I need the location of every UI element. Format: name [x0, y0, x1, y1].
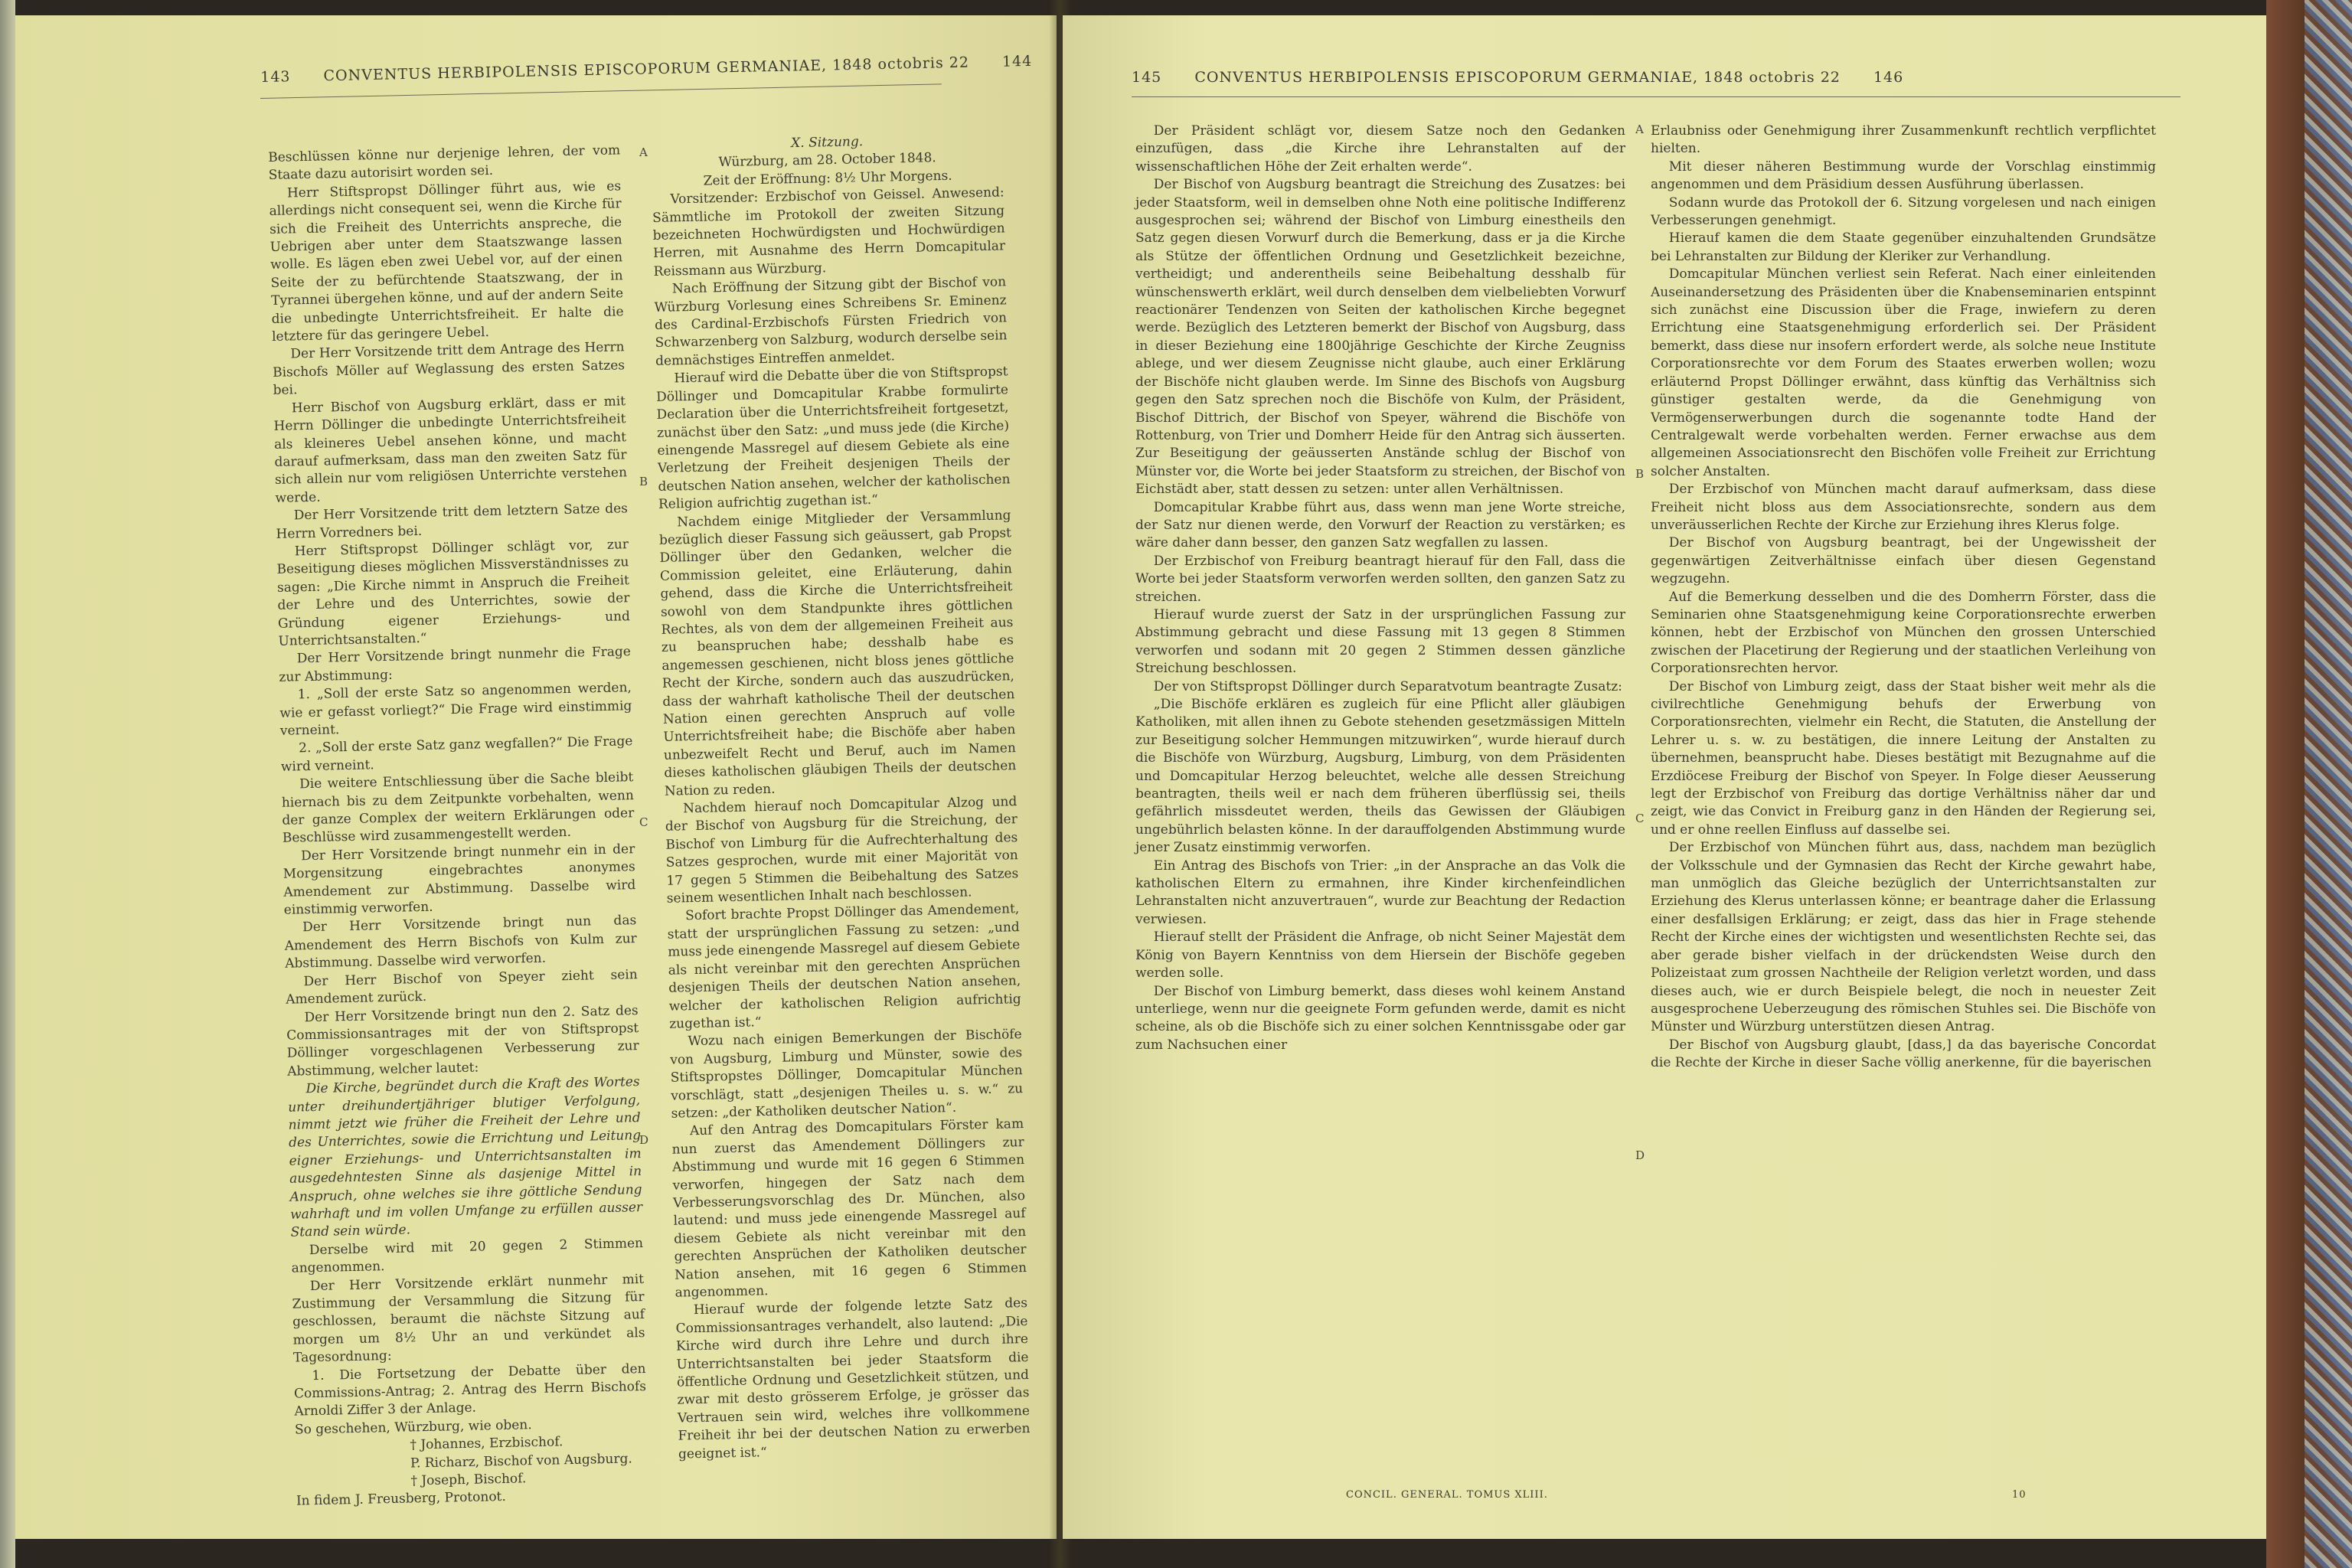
- paragraph: Hierauf wurde zuerst der Satz in der ursprünglichen Fassung zur Abstimmung gebracht und diese Fassung mit 13 gegen 8 Stimmen verworfen und sodann mit 20 gegen 2 Stimmen dessen gänzliche Streichung beschlossen.: [1135, 606, 1625, 677]
- paragraph: Der Herr Bischof von Speyer zieht sein Amendement zurück.: [286, 966, 638, 1008]
- paragraph: Sofort brachte Propst Döllinger das Amendement, statt der ursprünglichen Fassung zu setzen: „und muss jede einengende Massregel auf diesem Gebiete als nicht vereinbar mit den gerechten Ansprüchen desjenigen Theils der deutschen Nation ansehen, welcher der katholischen Religion aufrichtig zugethan ist.“: [667, 901, 1021, 1032]
- paragraph: Erlaubniss oder Genehmigung ihrer Zusammenkunft rechtlich verpflichtet hielten.: [1651, 123, 2156, 157]
- running-title: CONVENTUS HERBIPOLENSIS EPISCOPORUM GERMANIAE, 1848 octobris 22: [1194, 69, 1841, 86]
- paragraph: Herr Stiftspropst Döllinger schlägt vor, zur Beseitigung dieses möglichen Missverständnisses zu sagen: „Die Kirche nimmt in Anspruch die Freiheit der Lehre und des Unterrichtes, sowie der Gründung eigener Erziehungs- und Unterrichtsanstalten.“: [276, 537, 631, 649]
- paragraph: Der Herr Vorsitzende tritt dem Antrage des Herrn Bischofs Möller auf Weglassung des ersten Satzes bei.: [272, 339, 626, 399]
- paragraph: Der Herr Vorsitzende bringt nunmehr die Frage zur Abstimmung:: [279, 644, 632, 685]
- book-edge-left: [0, 0, 15, 1568]
- paragraph: Der Bischof von Augsburg glaubt, [dass,] da das bayerische Concordat die Rechte der Kirche in dieser Sache völlig anerkenne, für die bayerischen: [1651, 1037, 2156, 1071]
- page-number: 145: [1132, 69, 1162, 86]
- paragraph: Der Bischof von Augsburg beantragt die Streichung des Zusatzes: bei jeder Staatsform, weil in demselben ohne Noth eine politische Indifferenz ausgesprochen sei; während der Bischof von Limburg einestheils den Satz gegen diesen Vorwurf durch die Bemerkung, dass er ja die Kirche als Stütze der öffentlichen Ordnung und Gesetzlichkeit bezeichne, vertheidigt; und anderentheils seine Beibehaltung desshalb für wünschenswerth erklärt, weil durch denselben dem vielbeliebten Vorwurf reactionärer Tendenzen von Seiten der katholischen Kirche begegnet werde. Bezüglich des Letzteren bemerkt der Bischof von Augsburg, dass in dieser Beziehung eine 1800jährige Geschichte der Kirche Zeugniss ablege, und wer diesem Zeugnisse nicht glaube, auch einer Erklärung der Bischöfe nicht glauben werde. Im Sinne des Bischofs von Augsburg gegen den Satz sprechen noch die Bischöfe von Kulm, der Präsident, Bischof Dittrich, der Bischof von Speyer, während die Bischöfe von Rottenburg, von Trier und Domherr Heide für den Antrag sich äusserten. Zur Beseitigung der geäusserten Anstände schlug der Bischof von Münster vor, die Worte bei jeder Staatsform zu streichen, der Bischof von Eichstädt aber, statt dessen zu setzen: unter allen Verhältnissen.: [1135, 177, 1625, 498]
- text-column: [1651, 122, 2156, 1073]
- background-fabric: [2305, 0, 2352, 1568]
- paragraph: Der Bischof von Limburg zeigt, dass der Staat bisher weit mehr als die civilrechtliche Genehmigung behufs der Erwerbung von Corporationsrechten, vielmehr ein Recht, die Statuten, die Anstellung der Lehrer u. s. w. zu bestätigen, die innere Leitung der Anstalten zu übernehmen, beansprucht habe. Dieses bestätigt mit Bezugnahme auf die Erzdiöcese Freiburg der Bischof von Speyer. In Folge dieser Aeusserung legt der Erzbischof von Freiburg das dortige Verhältniss näher dar und zeigt, wie das Convict in Freiburg ganz in den Händen der Regierung sei, und er ohne reellen Einfluss auf dasselbe sei.: [1651, 678, 2156, 838]
- paragraph: Domcapitular Krabbe führt aus, dass wenn man jene Worte streiche, der Satz nur dienen werde, den Vorwurf der Reaction zu verstärken; es wäre daher dann besser, den ganzen Satz wegfallen zu lassen.: [1135, 499, 1625, 551]
- running-head-left: [260, 52, 1033, 86]
- paragraph: Domcapitular München verliest sein Referat. Nach einer einleitenden Auseinandersetzung des Präsidenten über die Knabenseminarien entspinnt sich zunächst eine Discussion über die Frage, inwiefern zu deren Errichtung eine Staatsgenehmigung erforderlich sei. Der Präsident bemerkt, dass diese nur insofern erfordert werde, als solche neue Institute Corporationsrechte vor dem Forum des Staates erwerben wollen; wozu erläuternd Propst Döllinger erwähnt, dass künftig das Verhältniss sich günstiger gestalten werde, da die Genehmigung von Vermögenserwerbungen durch die sogenannte todte Hand der Centralgewalt werde vorbehalten werden. Ferner erwachse aus dem allgemeinen Associationsrecht den Bischöfen volle Freiheit zur Errichtung solcher Anstalten.: [1651, 266, 2156, 479]
- paragraph: Hierauf wurde der folgende letzte Satz des Commissionsantrages verhandelt, also lautend: „Die Kirche wird durch ihre Lehre und durch ihre Unterrichtsanstalten bei jeder Staatsform die öffentliche Ordnung und Gesetzlichkeit stützen, und zwar mit desto grösserem Erfolge, je grösser das Vertrauen sein wird, welches ihre vollkommene Freiheit ihr bei der deutschen Nation zu erwerben geeignet ist.“: [675, 1295, 1031, 1462]
- margin-letter: D: [1635, 1148, 1645, 1162]
- paragraph: X. Sitzung.: [790, 134, 864, 152]
- running-title: CONVENTUS HERBIPOLENSIS EPISCOPORUM GERMANIAE, 1848 octobris 22: [323, 54, 970, 85]
- paragraph: Nachdem hierauf noch Domcapitular Alzog und der Bischof von Augsburg für die Streichung, der Bischof von Limburg für die Aufrechterhaltung des Satzes gesprochen, wurde mit einer Majorität von 17 gegen 5 Stimmen die Beibehaltung des Satzes seinem wesentlichen Inhalt nach beschlossen.: [665, 794, 1019, 906]
- header-rule: [1132, 96, 2180, 97]
- margin-letter: C: [639, 815, 648, 829]
- paragraph: Der Präsident schlägt vor, diesem Satze noch den Gedanken einzufügen, dass „die Kirche ihre Lehranstalten auf der wissenschaftlichen Höhe der Zeit erhalten werde“.: [1135, 123, 1625, 175]
- page-number: 144: [1001, 52, 1033, 70]
- paragraph: Hierauf stellt der Präsident die Anfrage, ob nicht Seiner Majestät dem König von Bayern Kenntniss von dem Hiersein der Bischöfe gegeben werden solle.: [1135, 929, 1625, 982]
- right-page: [1063, 15, 2266, 1539]
- text-column: [268, 142, 648, 1511]
- paragraph: † Johannes, Erzbischof.: [410, 1434, 564, 1453]
- paragraph: Der Erzbischof von München macht darauf aufmerksam, dass diese Freiheit nicht bloss aus dem Associationsrechte, sondern aus dem unveräusserlichen Rechte der Kirche zur Erziehung ihres Klerus folge.: [1651, 482, 2156, 533]
- footer-signature: CONCIL. GENERAL. TOMUS XLIII.: [1346, 1489, 1548, 1501]
- header-rule: [260, 83, 942, 99]
- paragraph: Würzburg, am 28. October 1848.: [718, 150, 936, 171]
- text-column: [651, 130, 1031, 1463]
- paragraph: Hierauf kamen die dem Staate gegenüber einzuhaltenden Grundsätze bei Lehranstalten zur Bildung der Kleriker zur Verhandlung.: [1651, 230, 2156, 264]
- page-number: 146: [1873, 69, 1904, 86]
- paragraph: Wozu nach einigen Bemerkungen der Bischöfe von Augsburg, Limburg und Münster, sowie des Stiftspropstes Döllinger, Domcapitular München vorschlägt, statt „desjenigen Theiles u. s. w.“ zu setzen: „der Katholiken deutscher Nation“.: [670, 1027, 1024, 1122]
- margin-letter: A: [1635, 122, 1644, 136]
- paragraph: In fidem J. Freusberg, Protonot.: [296, 1489, 507, 1510]
- paragraph: Herr Stiftspropst Döllinger führt aus, wie es allerdings nicht consequent sei, wenn die Kirche für sich die Freiheit des Unterrichts anspreche, die Uebrigen aber unter dem Staatszwange lassen wolle. Es lägen eben zwei Uebel vor, auf der einen Seite der zu befürchtende Staatszwang, der in Tyrannei übergehen könne, und auf der andern Seite die unbedingte Unterrichtsfreiheit. Er halte die letztere für das geringere Uebel.: [269, 178, 624, 345]
- paragraph: 1. „Soll der erste Satz so angenommen werden, wie er gefasst vorliegt?“ Die Frage wird einstimmig verneint.: [279, 680, 632, 739]
- paragraph: 2. „Soll der erste Satz ganz wegfallen?“ Die Frage wird verneint.: [280, 733, 633, 775]
- paragraph: Vorsitzender: Erzbischof von Geissel. Anwesend: Sämmtliche im Protokoll der zweiten Sitzung bezeichneten Hochwürdigsten und Hochwürdigen Herren, mit Ausnahme des Herrn Domcapitular Reissmann aus Würzburg.: [652, 185, 1006, 279]
- margin-letter: C: [1635, 812, 1645, 825]
- paragraph: Der Herr Vorsitzende bringt nun das Amendement des Herrn Bischofs von Kulm zur Abstimmung. Dasselbe wird verworfen.: [284, 913, 637, 972]
- paragraph: Der Erzbischof von Freiburg beantragt hierauf für den Fall, dass die Worte bei jeder Staatsform verworfen werden sollten, den ganzen Satz zu streichen.: [1135, 553, 1625, 605]
- paragraph: Die weitere Entschliessung über die Sache bleibt hiernach bis zu dem Zeitpunkte vorbehalten, wenn der ganze Complex der weitern Erklärungen oder Beschlüsse wird zusammengestellt werden.: [281, 769, 635, 847]
- paragraph: Hierauf wird die Debatte über die von Stiftspropst Döllinger und Domcapitular Krabbe formulirte Declaration über die Unterrichtsfreiheit fortgesetzt, zunächst über den Satz: „und muss jede (die Kirche) einengende Massregel auf diesem Gebiete als eine Verletzung der Freiheit desjenigen Theils der deutschen Nation ansehen, welcher der katholischen Religion aufrichtig zugethan ist.“: [655, 364, 1011, 513]
- paragraph: Nachdem einige Mitglieder der Versammlung bezüglich dieser Fassung sich geäussert, gab Propst Döllinger über den Gedanken, welcher die Commission geleitet, eine Erläuterung, dahin gehend, dass die Kirche die Unterrichtsfreiheit sowohl von dem Standpunkte ihres göttlichen Rechtes, als von dem der allgemeinen Freiheit aus zu beanspruchen habe; desshalb habe es angemessen geschienen, nicht bloss jenes göttliche Recht der Kirche, sondern auch das auszudrücken, dass der wahrhaft katholische Theil der deutschen Nation einen gerechten Anspruch auf volle Unterrichtsfreiheit habe; die Bischöfe aber haben unbezweifelt Recht und Beruf, auch im Namen dieses katholischen gläubigen Theils der deutschen Nation zu reden.: [658, 507, 1017, 799]
- left-page: [15, 15, 1057, 1539]
- paragraph: Zeit der Eröffnung: 8½ Uhr Morgens.: [703, 168, 952, 189]
- paragraph: P. Richarz, Bischof von Augsburg.: [410, 1451, 632, 1472]
- margin-letter: D: [639, 1133, 649, 1147]
- paragraph: Der von Stiftspropst Döllinger durch Separatvotum beantragte Zusatz:: [1153, 678, 1622, 694]
- paragraph: Der Bischof von Limburg bemerkt, dass dieses wohl keinem Anstand unterliege, wenn nur die geeignete Form gefunden werde, damit es nicht scheine, als ob die Bischöfe sich zu einer solchen Kenntnissgabe oder gar zum Nachsuchen einer: [1135, 983, 1625, 1053]
- paragraph: Nach Eröffnung der Sitzung gibt der Bischof von Würzburg Vorlesung eines Schreibens Sr. Eminenz des Cardinal-Erzbischofs Fürsten Friedrich von Schwarzenberg von Salzburg, wodurch derselbe sein demnächstiges Eintreffen anmeldet.: [654, 274, 1008, 369]
- text-column: [1135, 122, 1625, 1054]
- paragraph: Der Herr Vorsitzende tritt dem letztern Satze des Herrn Vorredners bei.: [276, 501, 629, 542]
- paragraph: So geschehen, Würzburg, wie oben.: [294, 1416, 532, 1438]
- paragraph: Herr Bischof von Augsburg erklärt, dass er mit Herrn Döllinger die unbedingte Unterrichtsfreiheit als kleineres Uebel ansehen könne, und macht darauf aufmerksam, dass man den zweiten Satz für sich allein nur vom religiösen Unterrichte verstehen werde.: [273, 393, 628, 506]
- margin-letter: B: [639, 475, 648, 488]
- paragraph: Derselbe wird mit 20 gegen 2 Stimmen angenommen.: [291, 1235, 644, 1276]
- page-number: 143: [260, 68, 291, 86]
- paragraph: Sodann wurde das Protokoll der 6. Sitzung vorgelesen und nach einigen Verbesserungen genehmigt.: [1651, 194, 2156, 229]
- running-head-right: [1132, 69, 2188, 86]
- paragraph: Der Erzbischof von München führt aus, dass, nachdem man bezüglich der Volksschule und der Gymnasien das Recht der Kirche gewahrt habe, man unmöglich das Gleiche bezüglich der Unterrichtsanstalten zur Erziehung des Klerus unterlassen könne; er beantrage daher die Erlassung einer desfallsigen Erklärung; er zeigt, dass das hier in Frage stehende Recht der Kirche eines der wichtigsten und wesentlichsten Rechte sei, das aber gerade bisher vielfach in der drückendsten Weise durch den Polizeistaat zum grossen Nachtheile der Religion verletzt worden, und dass dieses auch, wie er durch Beispiele belegt, die noch in neuester Zeit ausgesprochene Ueberzeugung des römischen Stuhles sei. Die Bischöfe von Münster und Würzburg unterstützen diesen Antrag.: [1651, 840, 2156, 1035]
- paragraph: Der Herr Vorsitzende bringt nunmehr ein in der Morgensitzung eingebrachtes anonymes Amendement zur Abstimmung. Dasselbe wird einstimmig verworfen.: [283, 841, 636, 918]
- paragraph: † Joseph, Bischof.: [410, 1471, 527, 1489]
- footer-sheet-number: 10: [2012, 1489, 2027, 1501]
- paragraph: Mit dieser näheren Bestimmung wurde der Vorschlag einstimmig angenommen und dem Präsidium dessen Ausführung überlassen.: [1651, 158, 2156, 193]
- paragraph: Beschlüssen könne nur derjenige lehren, der vom Staate dazu autorisirt worden sei.: [268, 142, 621, 184]
- paragraph: „Die Bischöfe erklären es zugleich für eine Pflicht aller gläubigen Katholiken, mit allen ihnen zu Gebote stehenden gesetzmässigen Mitteln zur Beseitigung solcher Hemmungen mitzuwirken“, wurde hierauf durch die Bischöfe von Würzburg, Augsburg, Limburg, von dem Präsidenten und Domcapitular Herzog beleuchtet, welche alle dessen Streichung beantragten, theils weil er nach dem früheren überflüssig sei, theils gefährlich missdeutet werden, theils das Gewissen der Gläubigen ungebührlich belasten könne. In der darauffolgenden Abstimmung wurde jener Zusatz einstimmig verworfen.: [1135, 697, 1625, 856]
- paragraph: Der Bischof von Augsburg beantragt, bei der Ungewissheit der gegenwärtigen Zeitverhältnisse einfach über diesen Gegenstand wegzugehn.: [1651, 535, 2156, 587]
- paragraph: Auf die Bemerkung desselben und die des Domherrn Förster, dass die Seminarien ohne Staatsgenehmigung keine Corporationsrechte erwerben können, hebt der Erzbischof von München den grossen Unterschied zwischen der Placetirung der Regierung und der staatlichen Verleihung von Corporationsrechten hervor.: [1651, 589, 2156, 677]
- paragraph: 1. Die Fortsetzung der Debatte über den Commissions-Antrag; 2. Antrag des Herrn Bischofs Arnoldi Ziffer 3 der Anlage.: [293, 1361, 647, 1420]
- paragraph: Die Kirche, begründet durch die Kraft des Wortes unter dreihundertjähriger blutiger Verfolgung, nimmt jetzt wie früher die Freiheit der Lehre und des Unterrichtes, sowie die Errichtung und Leitung eigner Erziehungs- und Unterrichtsanstalten im ausgedehntesten Sinne als dasjenige Mittel in Anspruch, ohne welches sie ihre göttliche Sendung wahrhaft und im vollen Umfange zu erfüllen ausser Stand sein würde.: [288, 1074, 643, 1241]
- paragraph: Der Herr Vorsitzende erklärt nunmehr mit Zustimmung der Versammlung die Sitzung für geschlossen, beraumt die nächste Sitzung auf morgen um 8½ Uhr an und verkündet als Tagesordnung:: [292, 1271, 645, 1366]
- paragraph: Ein Antrag des Bischofs von Trier: „in der Ansprache an das Volk die katholischen Eltern zu ermahnen, ihre Kinder kirchenfeindlichen Lehranstalten nicht anzuvertrauen“, wurde zur Beachtung der Redaction verwiesen.: [1135, 858, 1625, 927]
- paragraph: Der Herr Vorsitzende bringt nun den 2. Satz des Commissionsantrages mit der von Stiftspropst Döllinger vorgeschlagenen Verbesserung zur Abstimmung, welcher lautet:: [286, 1002, 639, 1080]
- margin-letter: A: [639, 145, 648, 159]
- margin-letter: B: [1635, 467, 1645, 481]
- paragraph: Auf den Antrag des Domcapitulars Förster kam nun zuerst das Amendement Döllingers zur Abstimmung und wurde mit 16 gegen 6 Stimmen verworfen, hingegen der Satz nach dem Verbesserungsvorschlag des Dr. München, also lautend: und muss jede einengende Massregel auf diesem Gebiete als nicht vereinbar mit den gerechten Ansprüchen der Katholiken deutscher Nation ansehen, mit 16 gegen 6 Stimmen angenommen.: [671, 1116, 1027, 1301]
